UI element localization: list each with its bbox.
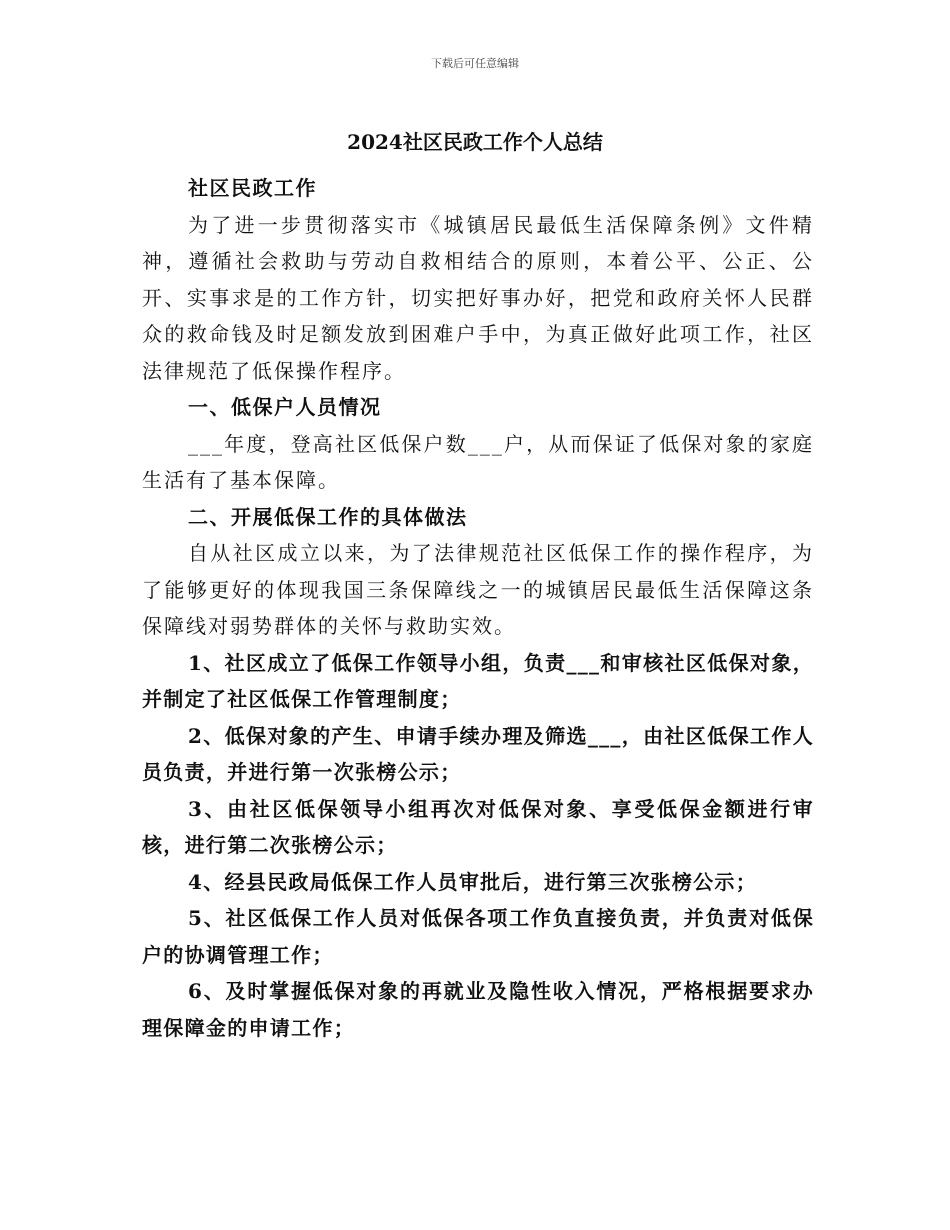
paragraph-practice: 自从社区成立以来，为了法律规范社区低保工作的操作程序，为了能够更好的体现我国三条保障线之一的城镇居民最低生活保障这条保障线对弱势群体的关怀与救助实效。 (142, 541, 814, 638)
section-heading-community: 社区民政工作 (188, 176, 317, 200)
list-item-3: 3、由社区低保领导小组再次对低保对象、享受低保金额进行审核，进行第二次张榜公示； (142, 796, 814, 857)
document-title: 2024社区民政工作个人总结 (347, 130, 603, 154)
document-body (142, 170, 814, 1046)
list-item-4: 4、经县民政局低保工作人员审批后，进行第三次张榜公示； (188, 869, 758, 894)
section-heading-2: 二、开展低保工作的具体做法 (188, 504, 468, 529)
list-item-6: 6、及时掌握低保对象的再就业及隐性收入情况，严格根据要求办理保障金的申请工作； (142, 979, 814, 1040)
list-item-2: 2、低保对象的产生、申请手续办理及筛选___，由社区低保工作人员负责，并进行第一次张榜公示； (142, 723, 814, 784)
list-item-5: 5、社区低保工作人员对低保各项工作负直接负责，并负责对低保户的协调管理工作； (142, 906, 814, 967)
header-note: 下载后可任意编辑 (431, 57, 519, 70)
list-item-1: 1、社区成立了低保工作领导小组，负责___和审核社区低保对象，并制定了社区低保工作管理制度； (142, 650, 814, 711)
paragraph-intro: 为了进一步贯彻落实市《城镇居民最低生活保障条例》文件精神，遵循社会救助与劳动自救相结合的原则，本着公平、公正、公开、实事求是的工作方针，切实把好事办好，把党和政府关怀人民群众的救命钱及时足额发放到困难户手中，为真正做好此项工作，社区法律规范了低保操作程序。 (142, 212, 814, 383)
section-heading-1: 一、低保户人员情况 (188, 395, 382, 419)
paragraph-households: ___年度，登高社区低保户数___户，从而保证了低保对象的家庭生活有了基本保障。 (142, 431, 814, 492)
